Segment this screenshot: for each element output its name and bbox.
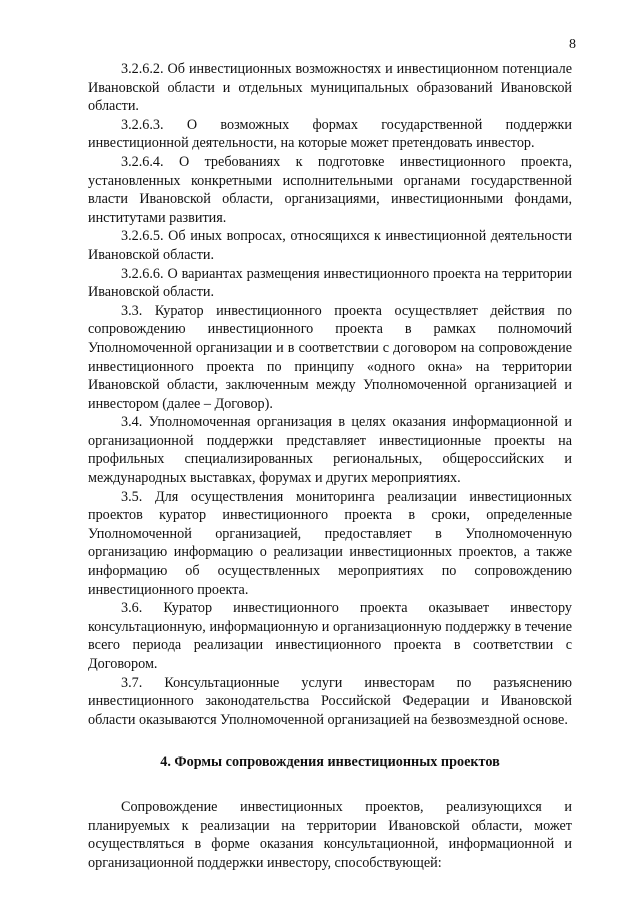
section-heading: 4. Формы сопровождения инвестиционных проектов xyxy=(160,754,500,771)
page-number: 8 xyxy=(569,37,576,52)
paragraph-3-2-6-2: 3.2.6.2. Об инвестиционных возможностях и инвестиционном потенциале Ивановской области и отдельных муниципальных образований Ивановской области. xyxy=(88,61,572,115)
paragraph-3-6: 3.6. Куратор инвестиционного проекта оказывает инвестору консультационную, информационную и организационную поддержку в течение всего периода реализации инвестиционного проекта в соответствии с Договором. xyxy=(88,600,572,672)
paragraph-3-4: 3.4. Уполномоченная организация в целях оказания информационной и организационной поддержки представляет инвестиционные проекты на профильных специализированных региональных, общероссийских и международных выставках, форумах и других мероприятиях. xyxy=(88,414,572,487)
paragraph-3-7: 3.7. Консультационные услуги инвесторам по разъяснению инвестиционного законодательства Российской Федерации и Ивановской области оказываются Уполномоченной организацией на безвозмездной основе. xyxy=(88,674,572,728)
paragraph-3-2-6-3: 3.2.6.3. О возможных формах государственной поддержки инвестиционной деятельности, на которые может претендовать инвестор. xyxy=(88,116,572,152)
section-4-intro-paragraph: Сопровождение инвестиционных проектов, реализующихся и планируемых к реализации на территории Ивановской области, может осуществляться в форме оказания консультационной, информационной и организационной поддержки инвестору, способствующей: xyxy=(88,798,572,871)
paragraph-3-5: 3.5. Для осуществления мониторинга реализации инвестиционных проектов куратор инвестиционного проекта в сроки, определенные Уполномоченной организацией, предоставляет в Уполномоченную организацию информацию о реализации инвестиционных проектов, а также информацию об осуществленных мероприятиях по сопровождению инвестиционного проекта. xyxy=(88,488,572,598)
paragraph-3-2-6-4: 3.2.6.4. О требованиях к подготовке инвестиционного проекта, установленных конкретными исполнительными органами государственной власти Ивановской области, организациями, инвестиционными фондами, институтами развития. xyxy=(88,153,572,226)
paragraph-3-3: 3.3. Куратор инвестиционного проекта осуществляет действия по сопровождению инвестиционного проекта в рамках полномочий Уполномоченной организации и в соответствии с договором на сопровождение инвестиционного проекта по принципу «одного окна» на территории Ивановской области, заключенным между Уполномоченной организацией и инвестором (далее – Договор). xyxy=(88,302,572,412)
document-body xyxy=(88,0,572,872)
paragraph-3-2-6-6: 3.2.6.6. О вариантах размещения инвестиционного проекта на территории Ивановской области. xyxy=(88,265,572,301)
paragraph-3-2-6-5: 3.2.6.5. Об иных вопросах, относящихся к инвестиционной деятельности Ивановской области. xyxy=(88,228,572,263)
